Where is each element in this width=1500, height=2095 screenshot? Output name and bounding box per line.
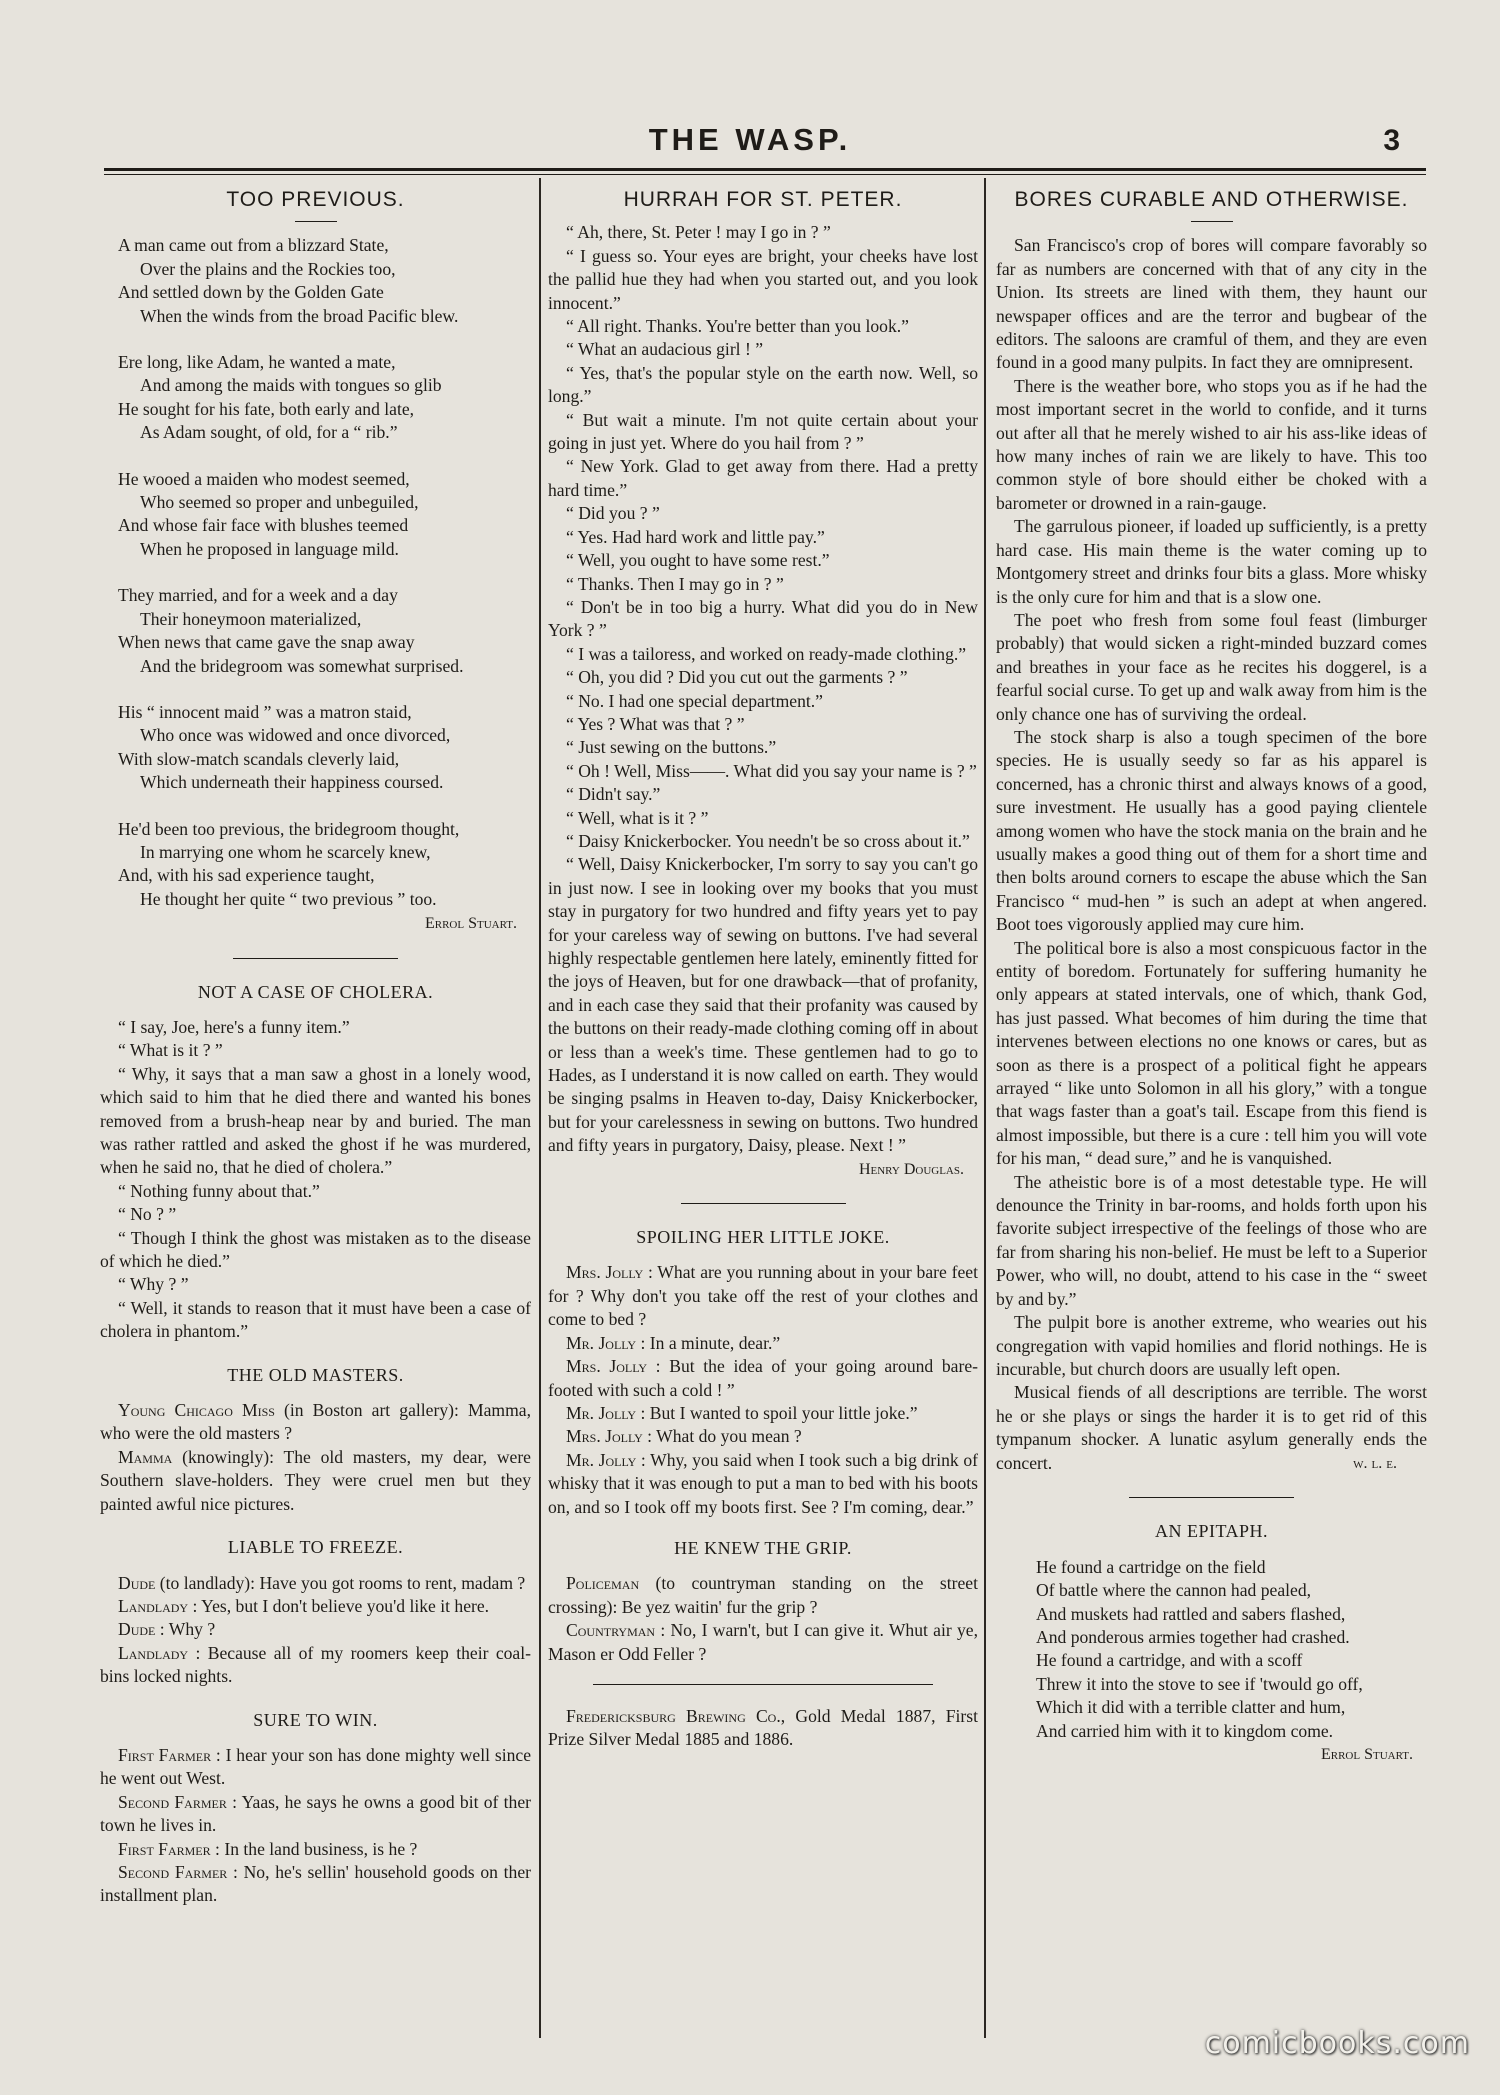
- poem-line: His “ innocent maid ” was a matron staid,: [118, 701, 412, 722]
- paragraph: “ New York. Glad to get away from there. Had a pretty hard time.”: [548, 456, 978, 500]
- paragraph: “ I say, Joe, here's a funny item.”: [118, 1016, 350, 1037]
- paragraph: “ Oh, you did ? Did you cut out the garments ? ”: [566, 667, 908, 688]
- dialogue-line: Mr. Jolly : In a minute, dear.”: [566, 1332, 781, 1353]
- poem-line: He found a cartridge on the field: [1036, 1556, 1266, 1577]
- poem-line: Over the plains and the Rockies too,: [140, 258, 396, 279]
- poem-line: They married, and for a week and a day: [118, 585, 398, 606]
- article-title: LIABLE TO FREEZE.: [227, 1537, 404, 1558]
- article-title: THE OLD MASTERS.: [227, 1364, 404, 1385]
- paragraph: “ Daisy Knickerbocker. You needn't be so cross about it.”: [566, 830, 970, 851]
- signature: Henry Douglas.: [858, 1160, 964, 1178]
- column-divider-2: [984, 178, 986, 2038]
- dialogue-line: Mrs. Jolly : What are you running about in your bare feet for ? Why don't you take off the rest of your clothes and come to bed ?: [548, 1262, 978, 1330]
- article-body-st-peter: [548, 221, 978, 1157]
- poem-line: And ponderous armies together had crashed.: [1036, 1626, 1350, 1647]
- paragraph: The atheistic bore is of a most detestable type. He will denounce the Trinity in bar-rooms, and holds forth upon his favorite subject irrespective of the feelings of those who are far from sharing his non-belief. He must be left to a Superior Power, who will, no doubt, attend to his case in the “ sweet by and by.”: [996, 1171, 1427, 1309]
- dialogue-line: Mrs. Jolly : But the idea of your going around bare-footed with such a cold ! ”: [548, 1356, 978, 1400]
- dialogue-line: Policeman (to countryman standing on the street crossing): Be yez waitin' fur the grip ?: [548, 1573, 978, 1617]
- paragraph: The pulpit bore is another extreme, who wearies out his congregation with vapid homilies and florid nothings. He is incurable, but church doors are usually left open.: [996, 1312, 1427, 1379]
- poem-line: As Adam sought, of old, for a “ rib.”: [140, 422, 398, 443]
- paragraph: “ Well, it stands to reason that it must have been a case of cholera in phantom.”: [100, 1297, 531, 1342]
- dialogue-line: Mr. Jolly : Why, you said when I took such a big drink of whisky that it was enough to put a man to bed with his boots on, and so I took off my boots first. See ? I'm coming, dear.”: [548, 1449, 978, 1517]
- paragraph: The poet who fresh from some foul feast (limburger probably) that would sicken a right-minded buzzard comes and breathes in your face as he recites his doggerel, is a fearful social curse. To get up and walk away from him is the only chance one has of surviving the ordeal.: [996, 609, 1427, 724]
- advertisement: Fredericksburg Brewing Co., Gold Medal 1887, First Prize Silver Medal 1885 and 1886.: [548, 1705, 978, 1750]
- poem-line: And the bridegroom was somewhat surprised.: [140, 655, 464, 676]
- dialogue-line: First Farmer : I hear your son has done mighty well since he went out West.: [100, 1744, 531, 1789]
- poem-line: He thought her quite “ two previous ” too.: [140, 888, 437, 909]
- dialogue-line: Landlady : Yes, but I don't believe you'd like it here.: [118, 1595, 490, 1616]
- signature: w. l. e.: [1353, 1454, 1397, 1472]
- paragraph: “ Though I think the ghost was mistaken as to the disease of which he died.”: [100, 1227, 531, 1272]
- poem-line: And among the maids with tongues so glib: [140, 375, 442, 396]
- poem-line: In marrying one whom he scarcely knew,: [140, 841, 431, 862]
- poem-line: A man came out from a blizzard State,: [118, 235, 389, 256]
- paragraph: “ Yes ? What was that ? ”: [566, 713, 745, 734]
- poem-line: Who seemed so proper and unbeguiled,: [140, 492, 419, 513]
- column-2: [548, 182, 978, 1752]
- poem-line: He sought for his fate, both early and late,: [118, 398, 415, 419]
- paragraph: “ Well, Daisy Knickerbocker, I'm sorry to say you can't go in just now. I see in looking over my books that you must stay in purgatory for two hundred and fifty years yet to pay for your careless way of sewing on buttons. I've had several highly respectable gentlemen here lately, eminently fitted for the joys of Heaven, but for one drawback—that of profanity, and in each case they said that their profanity was caused by the buttons on their ready-made clothing coming off in about or less than a week's time. These gentlemen had to go to Hades, as I understand it is now called on earth. They would be singing psalms in Heaven to-day, Daisy Knickerbocker, but for your carelessness in sewing on buttons. Two hundred and fifty years in purgatory, Daisy, please. Next ! ”: [548, 854, 978, 1156]
- dialogue-line: First Farmer : In the land business, is he ?: [118, 1838, 418, 1859]
- paragraph: Musical fiends of all descriptions are terrible. The worst he or she plays or sings the harder it is to get rid of this tympanum shocker. A lunatic asylum generally ends the concert.: [996, 1382, 1427, 1473]
- paragraph: “ Just sewing on the buttons.”: [566, 737, 777, 758]
- article-title: SURE TO WIN.: [253, 1709, 378, 1730]
- poem-line: And settled down by the Golden Gate: [118, 282, 384, 303]
- poem-too-previous: [100, 234, 531, 911]
- column-1: [100, 182, 531, 1908]
- dialogue-line: Mr. Jolly : But I wanted to spoil your little joke.”: [566, 1402, 918, 1423]
- article-body-joke: [548, 1261, 978, 1518]
- paragraph: “ Don't be in too big a hurry. What did you do in New York ? ”: [548, 596, 978, 641]
- header-rule-thin: [104, 174, 1426, 175]
- column-divider-1: [539, 178, 541, 2038]
- poem-line: And muskets had rattled and sabers flashed,: [1036, 1603, 1346, 1624]
- poem-line: Threw it into the stove to see if 'twould go off,: [1036, 1673, 1363, 1694]
- title-rule: [1191, 221, 1233, 222]
- paragraph: “ Why ? ”: [118, 1274, 189, 1295]
- paragraph: “ Oh ! Well, Miss——. What did you say your name is ? ”: [566, 760, 977, 781]
- poem-line: He wooed a maiden who modest seemed,: [118, 468, 410, 489]
- poem-epitaph: [996, 1556, 1427, 1743]
- paragraph: “ Well, you ought to have some rest.”: [566, 550, 830, 571]
- paragraph: “ I was a tailoress, and worked on ready-made clothing.”: [566, 643, 967, 664]
- paragraph: “ What an audacious girl ! ”: [566, 339, 764, 360]
- page-number: 3: [1383, 124, 1400, 157]
- paragraph: “ Well, what is it ? ”: [566, 807, 709, 828]
- paragraph: “ All right. Thanks. You're better than you look.”: [566, 316, 909, 337]
- dialogue-line: Mrs. Jolly : What do you mean ?: [566, 1426, 802, 1447]
- section-separator: [233, 958, 398, 959]
- poem-line: And whose fair face with blushes teemed: [118, 515, 409, 536]
- paragraph: “ Yes, that's the popular style on the earth now. Well, so long.”: [548, 362, 978, 407]
- article-title: TOO PREVIOUS.: [226, 188, 405, 211]
- paragraph: “ Did you ? ”: [566, 503, 660, 524]
- dialogue-line: Dude : Why ?: [118, 1619, 216, 1640]
- dialogue-line: Second Farmer : Yaas, he says he owns a good bit of ther town he lives in.: [100, 1791, 532, 1836]
- poem-line: Which it did with a terrible clatter and hum,: [1036, 1697, 1346, 1718]
- paragraph: “ Why, it says that a man saw a ghost in a lonely wood, which said to him that he died there and wanted his bones removed from a brush-heap near by and buried. The man was rather rattled and asked the ghost if he was murdered, when he said no, that he died of cholera.”: [100, 1063, 531, 1178]
- masthead-title: THE WASP.: [648, 122, 852, 157]
- signature: Errol Stuart.: [1320, 1746, 1413, 1763]
- article-title: AN EPITAPH.: [1154, 1521, 1269, 1542]
- paragraph: There is the weather bore, who stops you as if he had the most important secret in the world to confide, and it turns out after all that he merely wished to air his ass-like ideas of how many inches of rain we are likely to have. This too common style of bore should either be choked with a barometer or drowned in a rain-gauge.: [996, 375, 1427, 513]
- poem-line: And carried him with it to kingdom come.: [1036, 1720, 1334, 1741]
- paragraph: “ No. I had one special department.”: [566, 690, 823, 711]
- paragraph: “ No ? ”: [118, 1204, 177, 1225]
- article-body-bores: [996, 234, 1427, 1475]
- poem-line: He found a cartridge, and with a scoff: [1036, 1650, 1303, 1671]
- watermark: comicbooks.com: [1204, 2026, 1470, 2061]
- article-body-cholera: [100, 1016, 531, 1344]
- paragraph: “ Nothing funny about that.”: [118, 1180, 320, 1201]
- poem-stanza: [100, 701, 531, 795]
- dialogue-line: Young Chicago Miss (in Boston art gallery): Mamma, who were the old masters ?: [100, 1400, 532, 1444]
- poem-line: Their honeymoon materialized,: [140, 608, 362, 629]
- signature: Errol Stuart.: [424, 915, 517, 933]
- article-title: HURRAH FOR ST. PETER.: [623, 188, 903, 211]
- paragraph: San Francisco's crop of bores will compare favorably so far as numbers are concerned with that of any city in the Union. Its streets are lined with them, they haunt our newspaper offices and are the terror and bugbear of the editors. The saloons are cramful of them, and they are even found in a good many pulpits. In fact they are omnipresent.: [996, 235, 1427, 373]
- poem-line: Ere long, like Adam, he wanted a mate,: [118, 352, 396, 373]
- poem-line: Of battle where the cannon had pealed,: [1036, 1580, 1312, 1601]
- poem-stanza: [100, 234, 531, 328]
- paragraph: “ Didn't say.”: [566, 784, 661, 805]
- poem-stanza: [100, 818, 531, 912]
- paragraph: “ But wait a minute. I'm not quite certain about your going in just yet. Where do you hail from ? ”: [548, 409, 978, 454]
- title-rule: [295, 221, 337, 222]
- poem-stanza: [100, 351, 531, 445]
- article-title: SPOILING HER LITTLE JOKE.: [636, 1227, 890, 1248]
- article-title: NOT A CASE OF CHOLERA.: [197, 981, 434, 1002]
- article-title: BORES CURABLE AND OTHERWISE.: [1014, 188, 1409, 211]
- section-separator: [1129, 1497, 1294, 1498]
- paragraph: “ Thanks. Then I may go in ? ”: [566, 573, 784, 594]
- dialogue-line: Dude (to landlady): Have you got rooms to rent, madam ?: [118, 1572, 526, 1593]
- dialogue-line: Landlady : Because all of my roomers keep their coal-bins locked nights.: [100, 1642, 531, 1687]
- header-rule: [104, 168, 1426, 171]
- dialogue-line: Countryman : No, I warn't, but I can give it. Whut air ye, Mason er Odd Feller ?: [548, 1620, 978, 1664]
- section-separator: [681, 1203, 846, 1204]
- article-title: HE KNEW THE GRIP.: [674, 1537, 852, 1558]
- poem-line: He'd been too previous, the bridegroom thought,: [118, 818, 460, 839]
- paragraph: “ Ah, there, St. Peter ! may I go in ? ”: [566, 222, 831, 243]
- paragraph: “ What is it ? ”: [118, 1040, 223, 1061]
- paragraph: “ Yes. Had hard work and little pay.”: [566, 526, 825, 547]
- section-separator: [593, 1684, 933, 1685]
- column-3: [996, 182, 1427, 1766]
- poem-line: Who once was widowed and once divorced,: [140, 725, 451, 746]
- poem-line: When he proposed in language mild.: [140, 538, 399, 559]
- paragraph: The garrulous pioneer, if loaded up sufficiently, is a pretty hard case. His main theme is the water coming up to Montgomery street and drinks four bits a glass. More whisky is the only cure for him and that is a slow one.: [996, 516, 1427, 607]
- poem-line: Which underneath their happiness coursed.: [140, 772, 444, 793]
- dialogue-line: Mamma (knowingly): The old masters, my dear, were Southern slave-holders. They were cruel men but they painted awful nice pictures.: [100, 1446, 531, 1514]
- poem-line: When the winds from the broad Pacific blew.: [140, 305, 459, 326]
- paragraph: The political bore is also a most conspicuous factor in the entity of boredom. Fortunately for suffering humanity he only appears at stated intervals, one of which, thank God, has just passed. What becomes of him during the time that intervenes between elections no one knows or cares, but as soon as there is a prospect of a political fight he appears arrayed “ like unto Solomon in all his glory,” with a tongue that wags faster than a goat's tail. Escape from this fiend is almost impossible, but there is a cure : tell him you will vote for his man, “ dead sure,” and he is vanquished.: [996, 937, 1427, 1169]
- dialogue-line: Second Farmer : No, he's sellin' household goods on ther installment plan.: [100, 1861, 531, 1906]
- poem-line: And, with his sad experience taught,: [118, 865, 375, 886]
- paragraph: “ I guess so. Your eyes are bright, your cheeks have lost the pallid hue they had when you started out, and you look innocent.”: [548, 245, 978, 313]
- poem-line: With slow-match scandals cleverly laid,: [118, 748, 400, 769]
- poem-line: When news that came gave the snap away: [118, 632, 415, 653]
- poem-stanza: [100, 468, 531, 562]
- poem-stanza: [100, 584, 531, 678]
- paragraph: The stock sharp is also a tough specimen of the bore species. He is usually seedy so far as his apparel is concerned, has a chronic thirst and always knows of a good, sure investment. He usually has a good paying clientele among women who have the stock mania on the brain and he usually makes a good thing out of them for a short time and then bolts around corners to escape the abuse which the San Francisco “ mud-hen ” is such an adept at when angered. Boot toes vigorously applied may cure him.: [996, 726, 1427, 935]
